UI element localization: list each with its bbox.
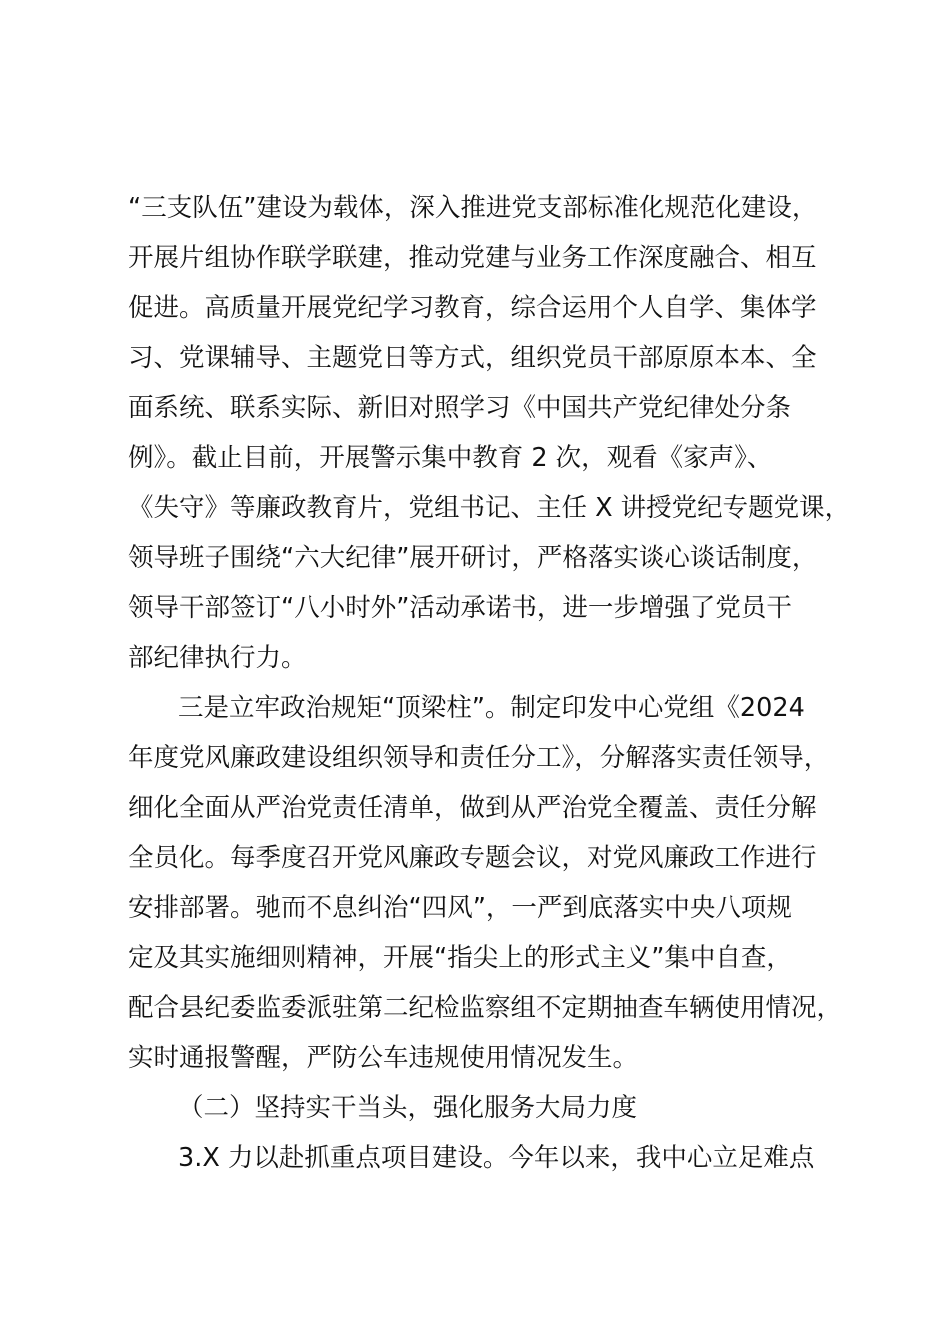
text-line: “三支队伍”建设为载体，深入推进党支部标准化规范化建设， (128, 193, 818, 223)
text-line: 促进。高质量开展党纪学习教育，综合运用个人自学、集体学 (128, 293, 817, 323)
text-line: 例》。截止目前，开展警示集中教育 2 次，观看《家声》、 (128, 443, 773, 473)
text-line: 领导班子围绕“六大纪律”展开研讨，严格落实谈心谈话制度， (128, 543, 818, 573)
section-heading: （二）坚持实干当头，强化服务大局力度 (178, 1093, 638, 1123)
text-line: 习、党课辅导、主题党日等方式，组织党员干部原原本本、全 (128, 343, 817, 373)
text-line: 定及其实施细则精神，开展“指尖上的形式主义”集中自查， (128, 943, 792, 973)
text-line: 全员化。每季度召开党风廉政专题会议，对党风廉政工作进行 (128, 843, 817, 873)
text-line: 配合县纪委监委派驻第二纪检监察组不定期抽查车辆使用情况， (128, 993, 843, 1023)
text-line: 实时通报警醒，严防公车违规使用情况发生。 (128, 1043, 639, 1073)
text-line: 安排部署。驰而不息纠治“四风”，一严到底落实中央八项规 (128, 893, 792, 923)
text-line: 领导干部签订“八小时外”活动承诺书，进一步增强了党员干 (128, 593, 792, 623)
text-line: 面系统、联系实际、新旧对照学习《中国共产党纪律处分条 (128, 393, 792, 423)
text-line: 部纪律执行力。 (128, 643, 307, 673)
text-line: 《失守》等廉政教育片，党组书记、主任 X 讲授党纪专题党课， (128, 493, 851, 523)
text-line: 年度党风廉政建设组织领导和责任分工》，分解落实责任领导， (128, 743, 830, 773)
text-line: 细化全面从严治党责任清单，做到从严治党全覆盖、责任分解 (128, 793, 817, 823)
paragraph-first-line: 三是立牢政治规矩“顶梁柱”。制定印发中心党组《2024 (178, 693, 805, 723)
text-line: 开展片组协作联学联建，推动党建与业务工作深度融合、相互 (128, 243, 817, 273)
paragraph-first-line: 3.X 力以赴抓重点项目建设。今年以来，我中心立足难点 (178, 1143, 815, 1173)
